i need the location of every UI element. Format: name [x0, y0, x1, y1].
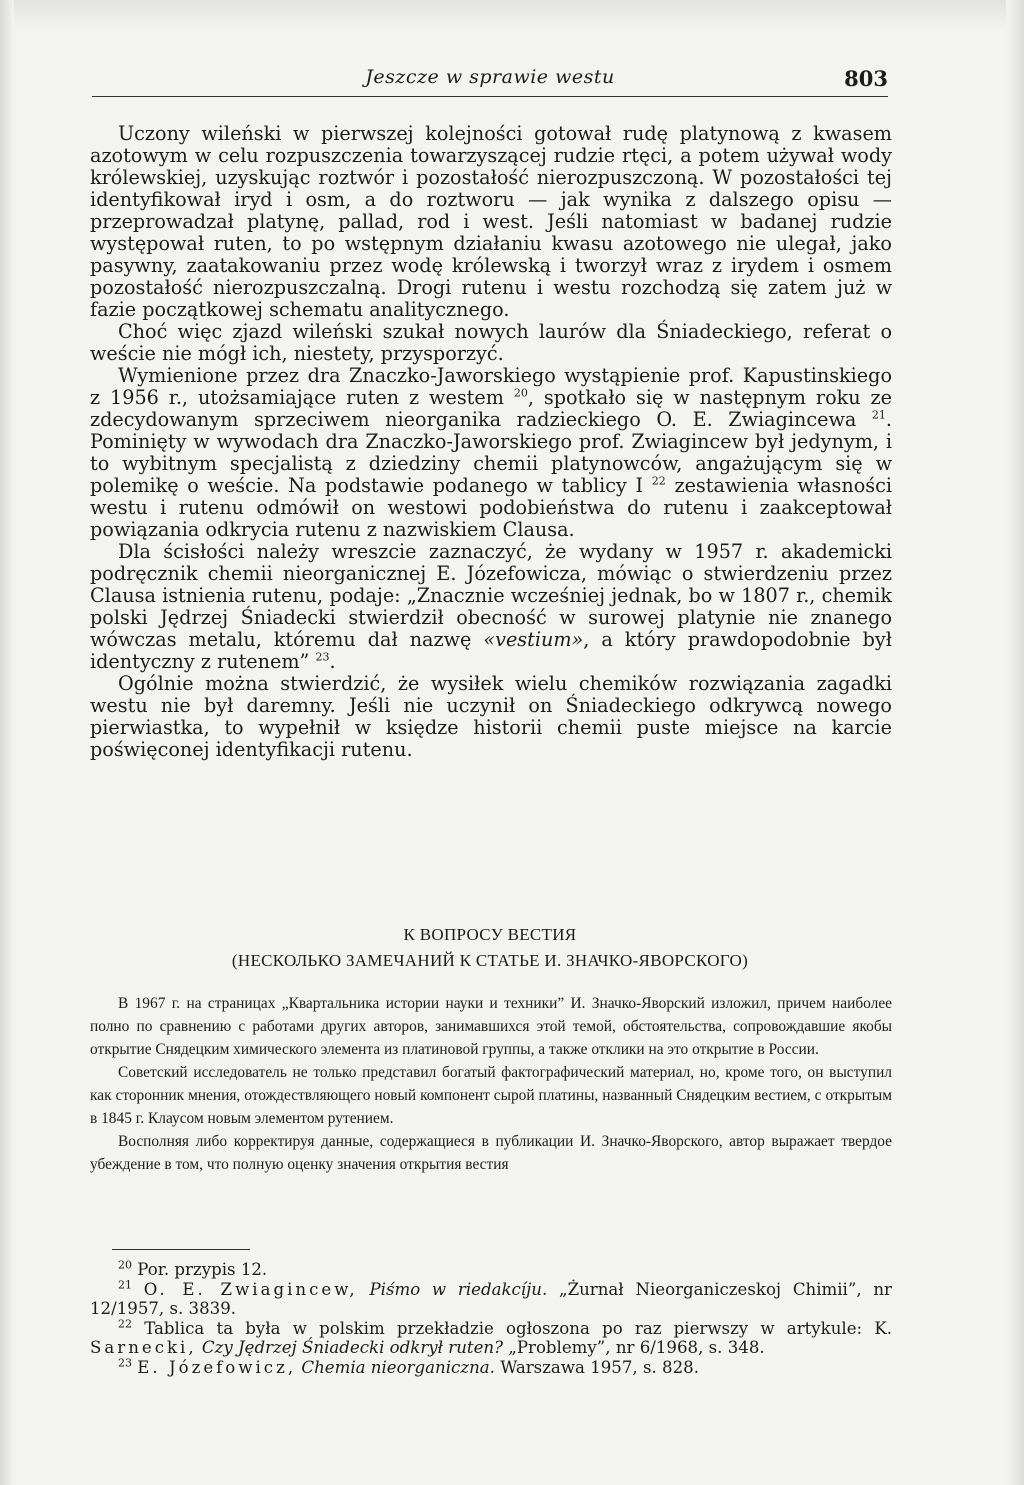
footnote-author: O. E. Zwiagincew,	[143, 1279, 358, 1299]
footnote-number: 22	[118, 1316, 132, 1330]
paragraph: В 1967 г. на страницах „Квартальника истории науки и техники” И. Значко-Яворский изложил, причем наиболее полно по сравнению с работами других авторов, занимавшихся этой темой, обстоятельства, сопровождавшие якобы открытие Снядецким химического элемента из платиновой группы, а также отклики на это открытие в России.	[90, 995, 892, 1058]
scan-shadow-left	[0, 0, 14, 1485]
title-line: (НЕСКОЛЬКО ЗАМЕЧАНИЙ К СТАТЬЕ И. ЗНАЧКО-ЯВОРСКОГО)	[231, 951, 749, 970]
scan-shadow-right	[1006, 0, 1024, 1485]
footnote-number: 23	[118, 1355, 132, 1369]
russian-summary-title	[92, 922, 888, 974]
footnote-title: Chemia nieorganiczna.	[301, 1357, 495, 1377]
footnote	[90, 1355, 892, 1378]
footnote-number: 21	[118, 1277, 132, 1291]
footnote-text: „Problemy”, nr 6/1968, s. 348.	[508, 1338, 765, 1357]
text-run: Dla ścisłości należy wreszcie zaznaczyć, że wydany w 1957 r. akademicki podręcznik chemii nieorganicznej E. Józefowicza, mówiąc o stwierdzeniu przez Clausa istnienia rutenu, podaje: „Znacznie wcześniej jednak, bo w 1807 r., chemik polski Jędrzej Śniadecki stwierdził obecność w surowej platynie nie znanego wówczas metalu, któremu dał nazwę	[90, 540, 892, 651]
footnote-ref: 23	[315, 650, 330, 664]
footnote-author: Sarnecki,	[90, 1338, 197, 1357]
footnote-text: Warszawa 1957, s. 828.	[500, 1357, 699, 1377]
text-run: , spotkało się w następnym roku ze zdecydowanym sprzeciwem nieorganika radzieckiego O. E. Zwiagincewa	[90, 386, 892, 431]
scan-shadow-top	[0, 0, 1024, 30]
title-line: К ВОПРОСУ ВЕСТИЯ	[403, 925, 577, 944]
footnotes	[90, 1260, 892, 1377]
paragraph: Восполняя либо корректируя данные, содержащиеся в публикации И. Значко-Яворского, автор выражает твердое убеждение в том, что полную оценку значения открытия вестия	[90, 1133, 892, 1173]
italic-term: «vestium»	[483, 628, 584, 651]
footnote-number: 20	[118, 1258, 132, 1272]
paragraph	[90, 365, 892, 541]
footnote	[90, 1277, 892, 1319]
text-run: .	[329, 650, 336, 673]
footnote-text: Tablica ta była w polskim przekładzie ogłoszona po raz pierwszy w artykule: K.	[144, 1318, 893, 1338]
footnote-title: Czy Jędrzej Śniadecki odkrył ruten?	[201, 1338, 503, 1357]
paragraph: Ogólnie można stwierdzić, że wysiłek wielu chemików rozwiązania zagadki westu nie był daremny. Jeśli nie uczynił on Śniadeckiego odkrywcą nowego pierwiastka, to wypełnił w księdze historii chemii puste miejsce na karcie poświęconej identyfikacji rutenu.	[90, 672, 892, 761]
footnote-ref: 20	[513, 386, 528, 400]
footnote-author: E. Józefowicz,	[137, 1357, 297, 1377]
footnote-ref: 21	[871, 408, 886, 422]
footnote-divider	[112, 1249, 250, 1250]
text-run: zestawienia własności westu i rutenu odmówił on westowi podobieństwa do rutenu i zaakceptował powiązania odkrycia rutenu z nazwiskiem Clausa.	[90, 474, 893, 541]
paragraph	[90, 541, 892, 673]
paragraph: Советский исследователь не только представил богатый фактографический материал, но, кроме того, он выступил как сторонник мнения, отождествляющего новый компонент сырой платины, названный Снядецким вестием, с открытым в 1845 г. Клаусом новым элементом рутением.	[90, 1064, 892, 1127]
russian-summary	[90, 992, 892, 1176]
footnote-text: „Żurnał Nieorganiczeskoj Chimii”, nr 12/1957, s. 3839.	[90, 1279, 892, 1318]
page-number: 803	[844, 66, 888, 91]
text-run: . Pominięty w wywodach dra Znaczko-Jaworskiego prof. Zwiagincew był jedynym, i to wybitnym specjalistą z dziedziny chemii platynowców, angażującym się w polemikę o weście. Na podstawie podanego w tablicy I	[90, 408, 892, 497]
footnote-text: Por. przypis 12.	[137, 1260, 268, 1279]
footnote-title: Piśmo w riedakcíju.	[369, 1279, 548, 1299]
paragraph: Choć więc zjazd wileński szukał nowych laurów dla Śniadeckiego, referat o weście nie mógł ich, niestety, przysporzyć.	[90, 320, 892, 365]
article-body	[90, 123, 892, 761]
running-title: Jeszcze w sprawie westu	[365, 66, 615, 88]
paragraph: Uczony wileński w pierwszej kolejności gotował rudę platynową z kwasem azotowym w celu rozpuszczenia towarzyszącej rudzie rtęci, a potem używał wody królewskiej, uzyskując roztwór i pozostałość nierozpuszczoną. W pozostałości tej identyfikował iryd i osm, a do roztworu — jak wynika z dalszego opisu — przeprowadzał platynę, pallad, rod i west. Jeśli natomiast w badanej rudzie występował ruten, to po wstępnym działaniu kwasu azotowego nie ulegał, jako pasywny, zaatakowaniu przez wodę królewską i tworzył wraz z irydem i osmem pozostałość nierozpuszczalną. Drogi rutenu i westu rozchodzą się zatem już w fazie początkowej schematu analitycznego.	[90, 122, 892, 321]
footnote	[90, 1260, 892, 1280]
footnote	[90, 1316, 893, 1358]
running-header	[92, 62, 888, 97]
text-run: , a który prawdopodobnie był identyczny z rutenem”	[90, 628, 892, 673]
footnote-ref: 22	[651, 474, 666, 488]
text-run: Wymienione przez dra Znaczko-Jaworskiego wystąpienie prof. Kapustinskiego z 1956 r., utożsamiające ruten z westem	[90, 364, 892, 409]
